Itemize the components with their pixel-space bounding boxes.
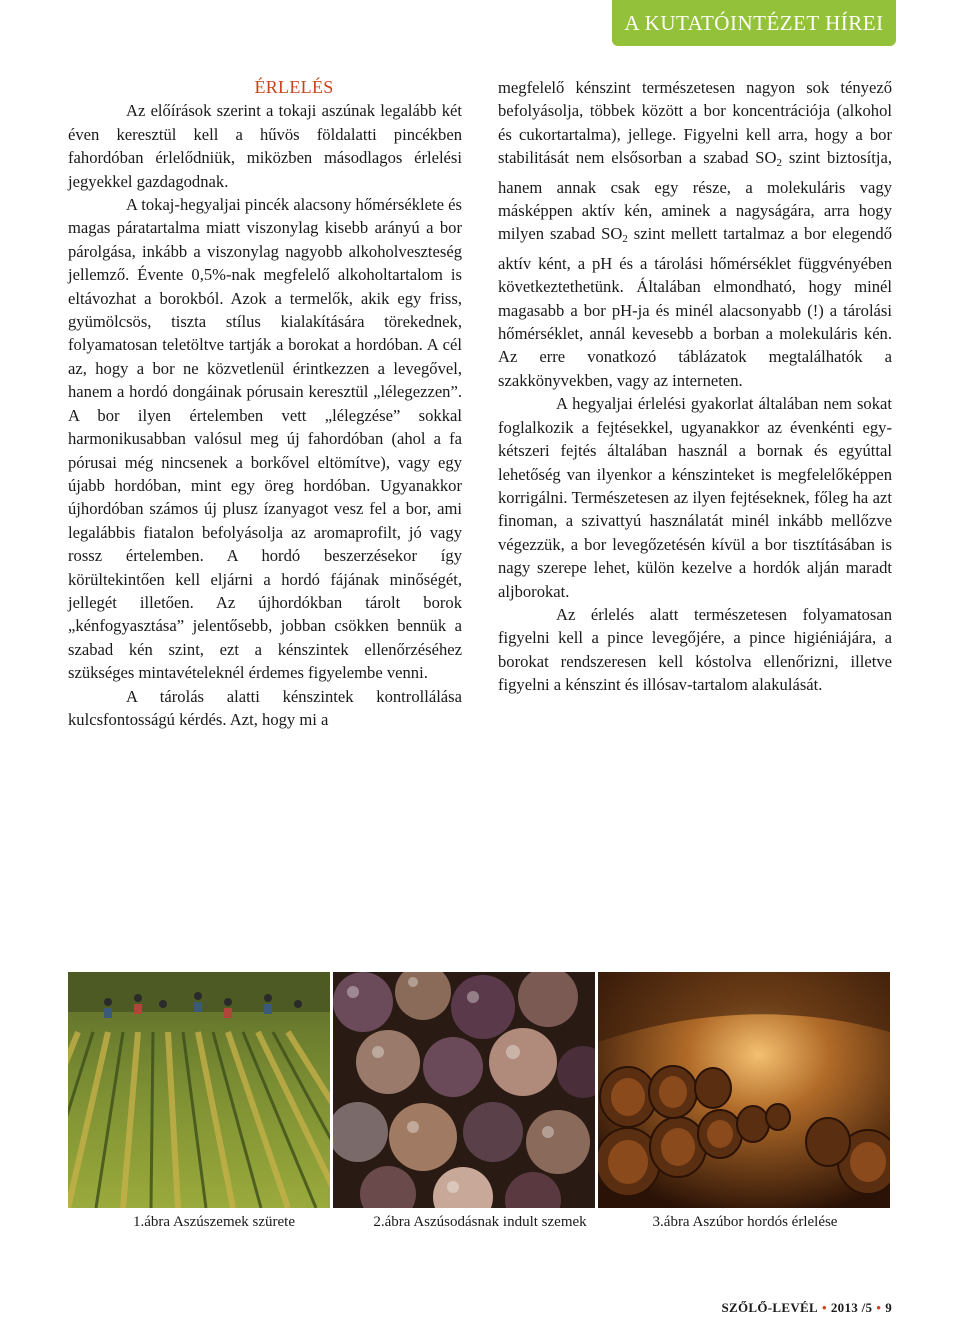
right-column	[498, 76, 892, 697]
barrel-cellar-photo	[598, 972, 890, 1208]
figure-caption: 2.ábra Aszúsodásnak indult szemek	[373, 1214, 587, 1230]
text-run: szint mellett tartalmaz a bor elegendő aktív ként, a pH és a tárolási hőmérséklet függvényében következtethetünk. Általában elmondható, hogy minél magasabb a bor pH-ja és minél alacsonyabb (!) a tárolási hőmérséklet, annál kevesebb a borban a molekuláris kén. Az erre vonatkozó táblázatok megtalálhatók a szakkönyvekben, vagy az interneten.	[498, 224, 892, 390]
publication-name: SZŐLŐ-LEVÉL	[721, 1300, 818, 1315]
separator-dot: •	[822, 1300, 827, 1315]
section-header-tab	[612, 0, 896, 46]
figure-caption: 1.ábra Aszúszemek szürete	[132, 1214, 295, 1230]
issue-number: 2013 /5	[830, 1300, 873, 1315]
botrytis-grapes-photo	[333, 972, 595, 1208]
subscript: 2	[776, 157, 782, 170]
article-title: ÉRLELÉS	[254, 77, 334, 97]
page-number: 9	[885, 1300, 892, 1315]
figure-caption: 3.ábra Aszúbor hordós érlelése	[652, 1214, 838, 1230]
paragraph: Az előírások szerint a tokaji aszúnak legalább két éven keresztül kell a hűvös földalatti pincékben fahordóban érlelődniük, miközben másodlagos érlelési jegyekkel gazdagodnak.	[68, 101, 462, 191]
paragraph: A tárolás alatti kénszintek kontrollálása kulcsfontosságú kérdés. Azt, hogy mi a	[68, 686, 462, 729]
text-run: szint biztosítja, hanem annak csak egy része, a molekuláris vagy másképpen aktív kén, aminek a nagyságára, arra hogy milyen szabad SO	[498, 148, 892, 244]
page-footer	[722, 1300, 893, 1316]
paragraph: Az érlelés alatt természetesen folyamatosan figyelni kell a pince levegőjére, a pince higiéniájára, a borokat rendszeresen kell kóstolva ellenőrizni, illetve figyelni a kénszint és illósav-tartalom alakulását.	[498, 604, 892, 695]
text-run: megfelelő kénszint természetesen nagyon sok tényező befolyásolja, többek között a bor koncentrációja (alkohol és cukortartalma), jellege. Figyelni kell arra, hogy a bor stabilitását nem elsősorban a szabad SO	[498, 78, 892, 168]
vineyard-harvest-photo	[68, 972, 330, 1208]
section-label: A KUTATÓINTÉZET HÍREI	[624, 10, 884, 35]
subscript: 2	[622, 233, 628, 246]
left-column	[68, 76, 462, 731]
separator-dot: •	[876, 1300, 882, 1315]
paragraph: A tokaj-hegyaljai pincék alacsony hőmérséklete és magas páratartalma miatt viszonylag kisebb arányú a bor párolgása, inkább a viszonylag nagyobb alkoholveszteség jellemző. Évente 0,5%-nak megfelelő alkoholtartalom is eltávozhat a borokból. Azok a termelők, akik egy friss, gyümölcsös, tiszta stílus kialakítására törekednek, folyamatosan teletöltve tartják a borokat a hordóban. A cél az, hogy a bor ne közvetlenül érintkezzen a levegővel, hanem a hordó dongáinak pórusain keresztül „lélegezzen”. A bor ilyen értelemben vett „lélegzése” sokkal harmonikusabban valósul meg új fahordóban (ahol a fa pórusai még nincsenek a borkővel eltömítve), vagy egy újabb hordóban, mint egy öreg hordóban. Ugyanakkor újhordóban számos új plusz ízanyagot vesz fel a bor, ami legalábbis fiatalon befolyásolja az aromaprofilt, jó vagy rossz értelemben. A hordó beszerzésekor így körültekintően kell eljárni a hordó fájának minőségét, jellegét illetően. Az újhordókban tárolt borok „kénfogyasztása” jelentősebb, jobban csökken bennük a szabad kén szint, ezt a kénszintek ellenőrzéséhez szükséges mintavételeknél érdemes figyelembe venni.	[68, 195, 462, 683]
paragraph	[498, 76, 892, 392]
paragraph: A hegyaljai érlelési gyakorlat általában nem sokat foglalkozik a fejtésekkel, ugyanakkor az évenkénti egy-kétszeri fejtés általában használ a bornak és egyúttal lehetőség van ilyenkor a kénszinteket is megfelelőképpen korrigálni. Természetesen az ilyen fejtéseknek, főleg ha azt finoman, a szivattyú használatát minél inkább mellőzve végezzük, a bor levegőzetésén kívül a bor tisztításában is nagy szerepe lehet, külön kezelve a hordók alján maradt aljborokat.	[498, 394, 892, 601]
